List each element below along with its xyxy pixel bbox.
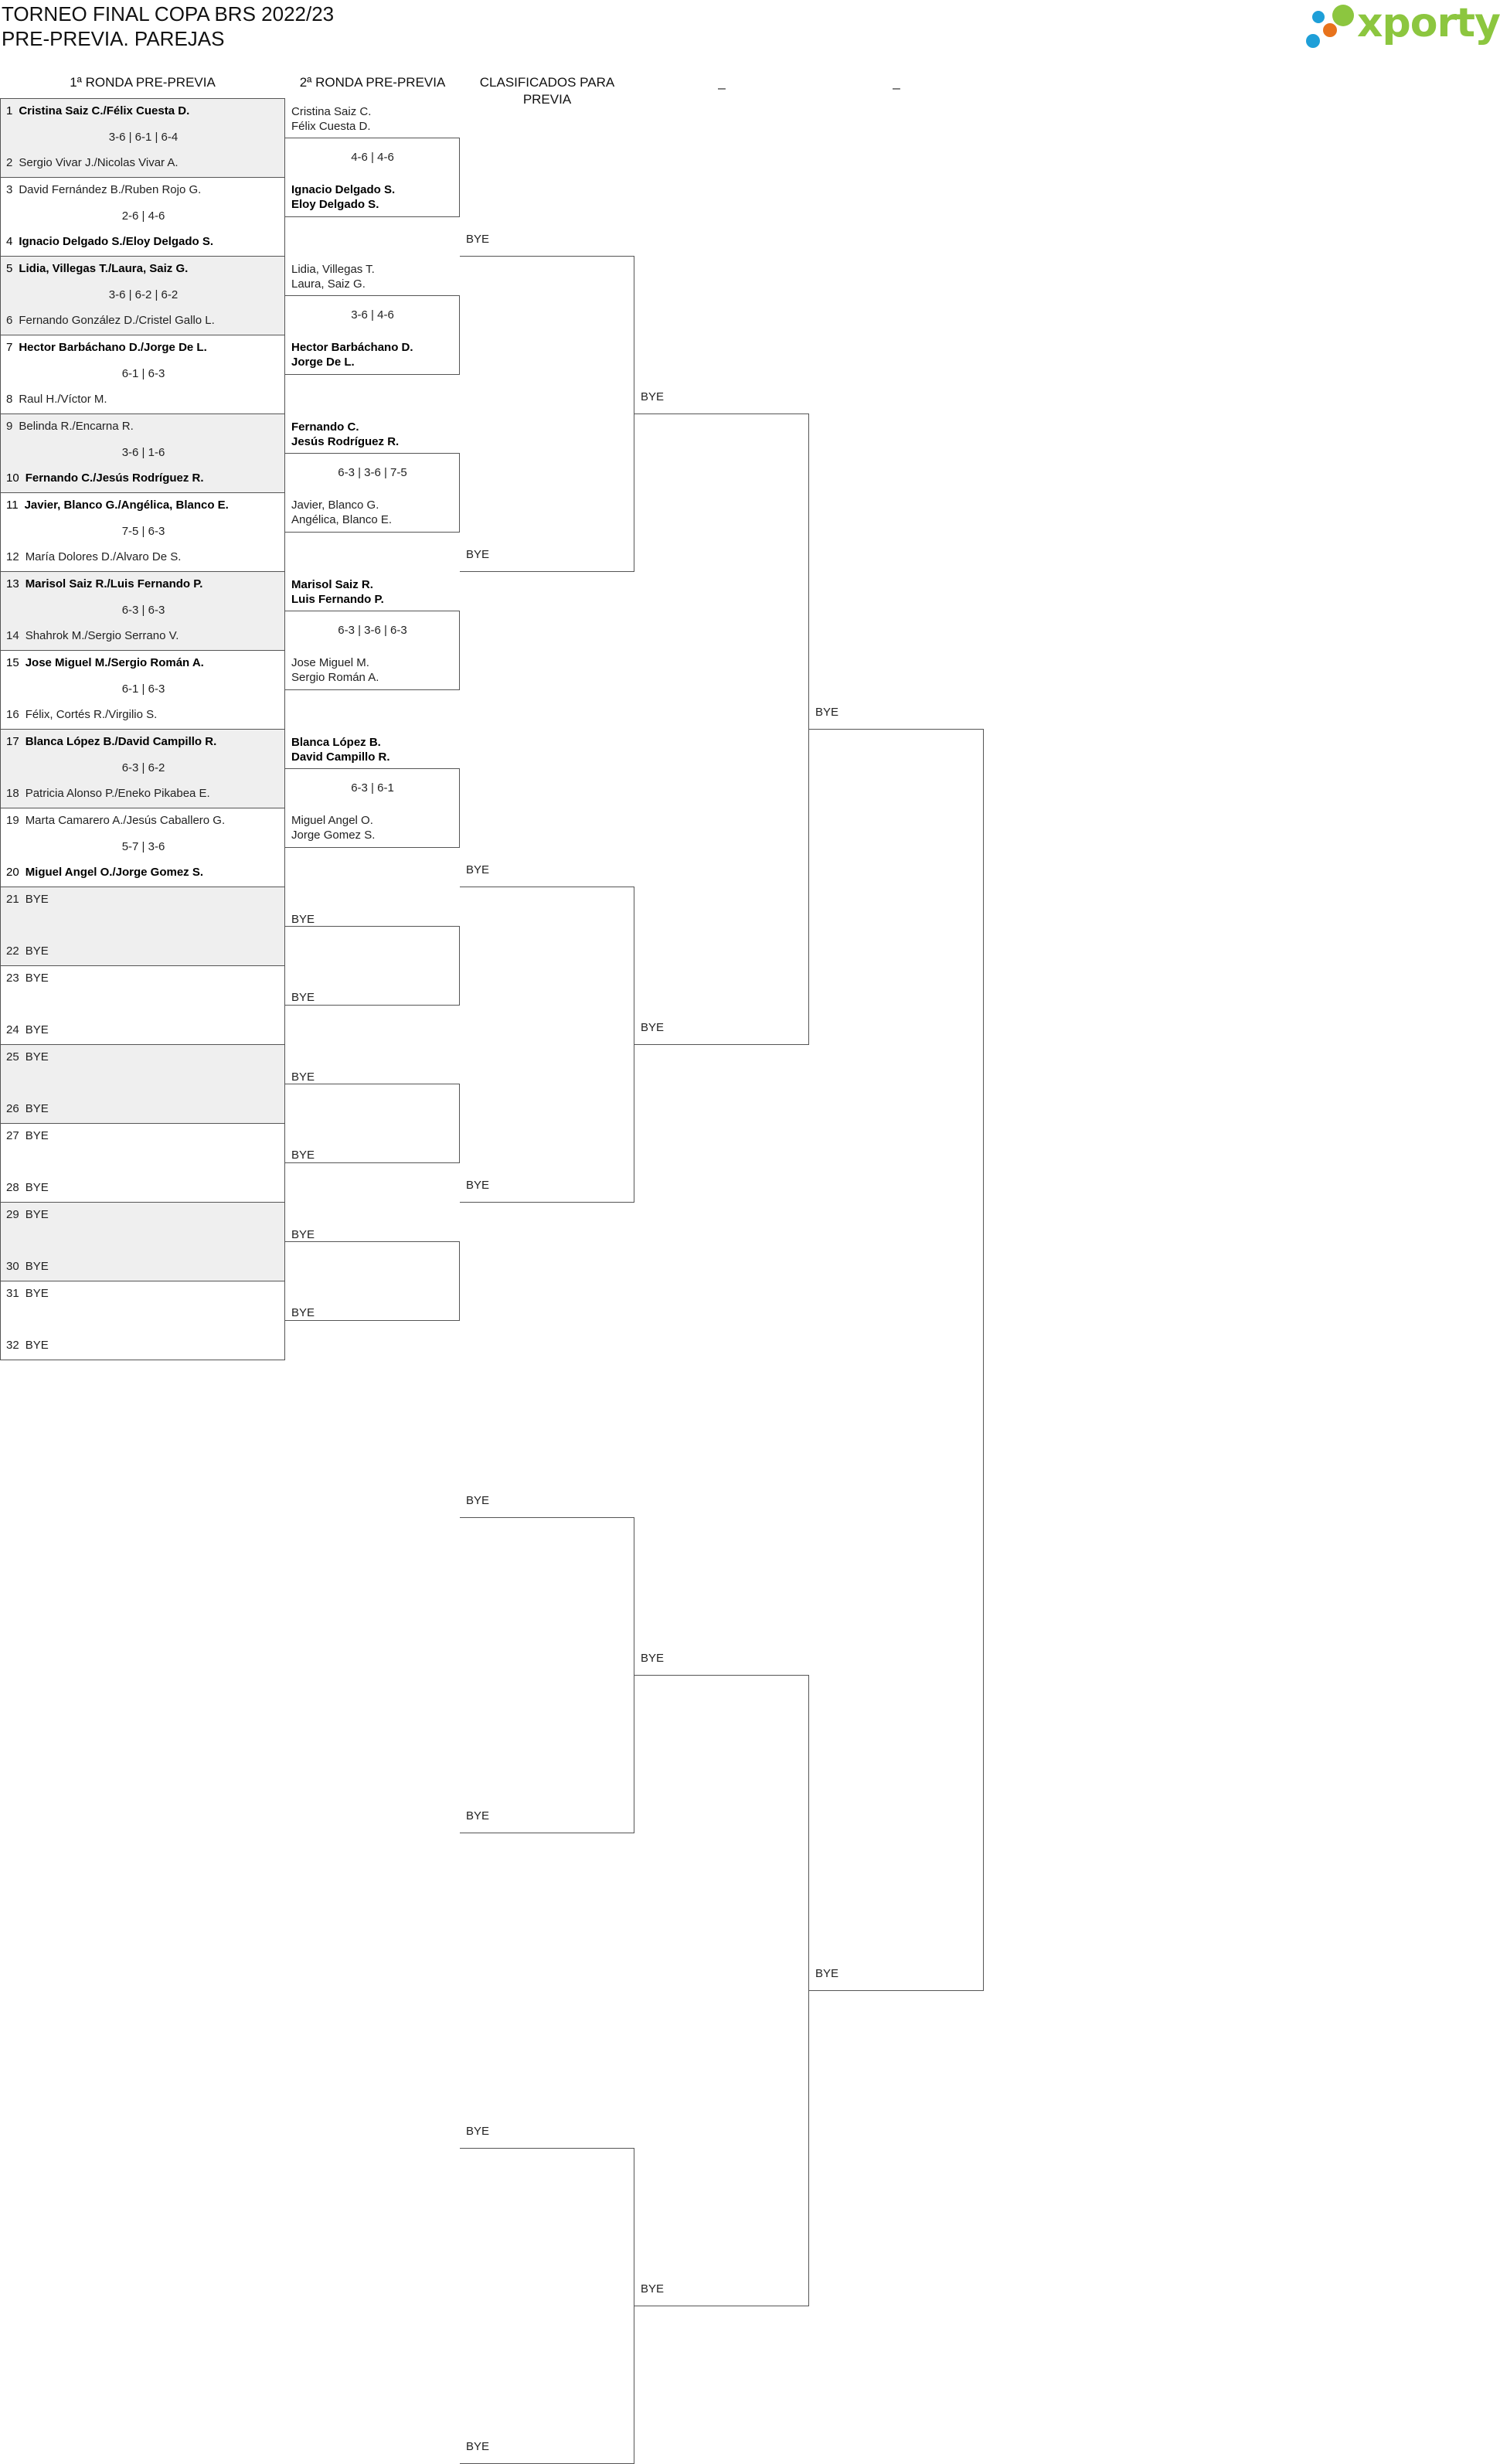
seed-number: 24 [6, 1023, 19, 1036]
logo-dot-orange [1323, 23, 1337, 37]
seed-number: 16 [6, 708, 19, 721]
round1-player [6, 104, 189, 117]
match-score: 3-6 | 1-6 [121, 446, 165, 459]
team-player: Blanca López B. [291, 736, 381, 749]
page-title: TORNEO FINAL COPA BRS 2022/23 [2, 2, 335, 26]
player-name: Lidia, Villegas T./Laura, Saiz G. [19, 262, 189, 275]
seed-number: 31 [6, 1287, 19, 1300]
advancing-team: BYE [815, 1967, 839, 1980]
round2-team [291, 1148, 315, 1162]
player-name: BYE [25, 893, 49, 906]
player-name: Shahrok M./Sergio Serrano V. [25, 629, 179, 642]
match-score: 6-1 | 6-3 [121, 367, 165, 380]
player-name: Ignacio Delgado S./Eloy Delgado S. [19, 235, 214, 248]
seed-number: 14 [6, 629, 19, 642]
team-player: Sergio Román A. [291, 671, 379, 684]
round1-player [6, 787, 210, 800]
round1-player [6, 577, 202, 590]
seed-number: 23 [6, 972, 19, 985]
round1-player [6, 1208, 49, 1221]
xporty-logo [1306, 0, 1500, 53]
round2-team [291, 104, 371, 134]
seed-number: 21 [6, 893, 19, 906]
team-player: BYE [291, 1149, 315, 1162]
seed-number: 32 [6, 1339, 19, 1352]
round1-player [6, 393, 107, 406]
round1-player [6, 1102, 49, 1115]
team-player: BYE [291, 1306, 315, 1319]
qualified-team: BYE [466, 548, 490, 561]
seed-number: 7 [6, 341, 13, 354]
team-player: Jose Miguel M. [291, 656, 369, 669]
player-name: BYE [25, 972, 49, 985]
player-name: Javier, Blanco G./Angélica, Blanco E. [24, 499, 229, 512]
round1-player [6, 314, 215, 327]
round5-connector [809, 729, 984, 1991]
player-name: María Dolores D./Alvaro De S. [25, 550, 182, 563]
qualified-team: BYE [466, 1809, 490, 1822]
round4-connector [634, 1675, 809, 2306]
seed-number: 22 [6, 944, 19, 958]
round1-match [0, 1044, 285, 1124]
round1-match [0, 335, 285, 414]
column-header: _ [718, 75, 726, 90]
qualified-team: BYE [466, 233, 490, 246]
player-name: Fernando González D./Cristel Gallo L. [19, 314, 215, 327]
round1-player [6, 656, 204, 669]
qualified-team: BYE [466, 2125, 490, 2138]
round1-match [0, 808, 285, 887]
seed-number: 29 [6, 1208, 19, 1221]
round2-team [291, 813, 375, 842]
round1-player [6, 735, 216, 748]
round1-player [6, 1129, 49, 1142]
team-player: Laura, Saiz G. [291, 277, 366, 291]
seed-number: 2 [6, 156, 13, 169]
logo-dot-blue [1312, 11, 1325, 23]
team-player: David Campillo R. [291, 750, 390, 764]
page-subtitle: PRE-PREVIA. PAREJAS [2, 27, 225, 50]
round2-team [291, 912, 315, 927]
team-player: BYE [291, 913, 315, 926]
team-player: Angélica, Blanco E. [291, 513, 393, 526]
match-score: 3-6 | 6-1 | 6-4 [108, 131, 179, 144]
seed-number: 19 [6, 814, 19, 827]
team-player: Fernando C. [291, 420, 359, 434]
seed-number: 13 [6, 577, 19, 590]
seed-number: 26 [6, 1102, 19, 1115]
logo-dot-blue-2 [1306, 34, 1320, 48]
round1-player [6, 629, 179, 642]
round1-player [6, 420, 134, 433]
round1-match [0, 965, 285, 1045]
round1-match [0, 1202, 285, 1281]
player-name: BYE [25, 1208, 49, 1221]
qualified-team: BYE [466, 1179, 490, 1192]
round1-player [6, 499, 229, 512]
round2-team [291, 498, 392, 527]
round2-team [291, 735, 390, 764]
round1-match [0, 729, 285, 808]
seed-number: 6 [6, 314, 13, 327]
match-score: 6-3 | 3-6 | 7-5 [338, 466, 407, 479]
qualified-team: BYE [466, 2440, 490, 2453]
player-name: Fernando C./Jesús Rodríguez R. [25, 471, 204, 485]
player-name: Marta Camarero A./Jesús Caballero G. [25, 814, 226, 827]
seed-number: 30 [6, 1260, 19, 1273]
round1-player [6, 1023, 49, 1036]
team-player: Lidia, Villegas T. [291, 263, 375, 276]
player-name: Miguel Angel O./Jorge Gomez S. [25, 866, 203, 879]
round2-team [291, 340, 413, 369]
round2-team [291, 1227, 315, 1242]
player-name: Félix, Cortés R./Virgilio S. [25, 708, 158, 721]
player-name: BYE [25, 1129, 49, 1142]
player-name: David Fernández B./Ruben Rojo G. [19, 183, 202, 196]
player-name: BYE [25, 1339, 49, 1352]
round2-team [291, 1305, 315, 1320]
round1-player [6, 866, 203, 879]
seed-number: 17 [6, 735, 19, 748]
round2-team [291, 990, 315, 1005]
match-score: 3-6 | 4-6 [351, 308, 394, 322]
seed-number: 9 [6, 420, 13, 433]
match-score: 5-7 | 3-6 [121, 840, 165, 853]
player-name: Belinda R./Encarna R. [19, 420, 134, 433]
player-name: Patricia Alonso P./Eneko Pikabea E. [25, 787, 210, 800]
player-name: BYE [25, 1260, 49, 1273]
team-player: Luis Fernando P. [291, 593, 384, 606]
seed-number: 11 [6, 499, 19, 512]
round1-player [6, 972, 49, 985]
round4-connector [634, 414, 809, 1045]
team-player: BYE [291, 991, 315, 1004]
player-name: BYE [25, 1102, 49, 1115]
round1-player [6, 341, 207, 354]
seed-number: 27 [6, 1129, 19, 1142]
round1-player [6, 1181, 49, 1194]
round3-connector [460, 256, 634, 572]
round1-player [6, 1050, 49, 1064]
match-score: 6-1 | 6-3 [121, 682, 165, 696]
advancing-team: BYE [815, 706, 839, 719]
round1-match [0, 177, 285, 257]
round1-player [6, 262, 188, 275]
team-player: Jorge Gomez S. [291, 829, 376, 842]
qualified-team: BYE [466, 863, 490, 876]
round1-player [6, 814, 225, 827]
advancing-team: BYE [641, 1021, 665, 1034]
player-name: BYE [25, 1050, 49, 1064]
round1-match [0, 98, 285, 178]
round2-team [291, 420, 399, 449]
player-name: BYE [25, 1287, 49, 1300]
seed-number: 28 [6, 1181, 19, 1194]
match-score: 2-6 | 4-6 [121, 209, 165, 223]
round1-match [0, 492, 285, 572]
round2-team [291, 262, 375, 291]
team-player: BYE [291, 1228, 315, 1241]
round1-player [6, 1287, 49, 1300]
round1-match [0, 1123, 285, 1203]
match-score: 6-3 | 3-6 | 6-3 [338, 624, 407, 637]
round1-player [6, 156, 179, 169]
round1-player [6, 1260, 49, 1273]
advancing-team: BYE [641, 390, 665, 403]
team-player: Hector Barbáchano D. [291, 341, 413, 354]
round1-match [0, 1281, 285, 1360]
seed-number: 10 [6, 471, 19, 485]
seed-number: 18 [6, 787, 19, 800]
column-header: 1ª RONDA PRE-PREVIA [70, 75, 216, 90]
seed-number: 25 [6, 1050, 19, 1064]
match-score: 3-6 | 6-2 | 6-2 [108, 288, 179, 301]
column-header: 2ª RONDA PRE-PREVIA [299, 75, 446, 90]
round1-match [0, 256, 285, 335]
team-player: BYE [291, 1070, 315, 1084]
player-name: BYE [25, 1023, 49, 1036]
round2-team [291, 182, 395, 212]
round2-team [291, 577, 384, 607]
advancing-team: BYE [641, 1652, 665, 1665]
seed-number: 1 [6, 104, 13, 117]
round3-connector [460, 2148, 634, 2464]
round1-player [6, 1339, 49, 1352]
round1-player [6, 944, 49, 958]
round1-player [6, 235, 213, 248]
player-name: Blanca López B./David Campillo R. [25, 735, 217, 748]
player-name: BYE [25, 1181, 49, 1194]
seed-number: 4 [6, 235, 13, 248]
round1-player [6, 893, 49, 906]
qualified-team: BYE [466, 1494, 490, 1507]
seed-number: 5 [6, 262, 13, 275]
round2-team [291, 1070, 315, 1084]
team-player: Marisol Saiz R. [291, 578, 373, 591]
player-name: Sergio Vivar J./Nicolas Vivar A. [19, 156, 179, 169]
column-header: CLASIFICADOS PARA PREVIA [479, 75, 615, 107]
match-score: 6-3 | 6-3 [121, 604, 165, 617]
match-score: 6-3 | 6-2 [121, 761, 165, 774]
player-name: BYE [25, 944, 49, 958]
seed-number: 3 [6, 183, 13, 196]
match-score: 7-5 | 6-3 [121, 525, 165, 538]
team-player: Jorge De L. [291, 356, 355, 369]
team-player: Jesús Rodríguez R. [291, 435, 400, 448]
seed-number: 15 [6, 656, 19, 669]
logo-wordmark: xporty [1357, 0, 1500, 46]
team-player: Miguel Angel O. [291, 814, 373, 827]
round1-player [6, 183, 201, 196]
round1-player [6, 550, 181, 563]
round1-match [0, 650, 285, 730]
seed-number: 12 [6, 550, 19, 563]
match-score: 6-3 | 6-1 [351, 781, 394, 795]
team-player: Javier, Blanco G. [291, 499, 379, 512]
round3-connector [460, 1517, 634, 1833]
round1-match [0, 887, 285, 966]
round1-match [0, 571, 285, 651]
round1-match [0, 414, 285, 493]
team-player: Félix Cuesta D. [291, 120, 371, 133]
player-name: Raul H./Víctor M. [19, 393, 107, 406]
team-player: Cristina Saiz C. [291, 105, 372, 118]
seed-number: 8 [6, 393, 13, 406]
round1-player [6, 471, 204, 485]
logo-dot-green [1332, 5, 1354, 26]
advancing-team: BYE [641, 2282, 665, 2296]
seed-number: 20 [6, 866, 19, 879]
round2-team [291, 655, 379, 685]
team-player: Ignacio Delgado S. [291, 183, 396, 196]
player-name: Jose Miguel M./Sergio Román A. [25, 656, 204, 669]
player-name: Cristina Saiz C./Félix Cuesta D. [19, 104, 190, 117]
round3-connector [460, 887, 634, 1203]
player-name: Hector Barbáchano D./Jorge De L. [19, 341, 207, 354]
team-player: Eloy Delgado S. [291, 198, 379, 211]
player-name: Marisol Saiz R./Luis Fernando P. [25, 577, 203, 590]
round1-player [6, 708, 157, 721]
column-header: _ [893, 75, 900, 90]
match-score: 4-6 | 4-6 [351, 151, 394, 164]
